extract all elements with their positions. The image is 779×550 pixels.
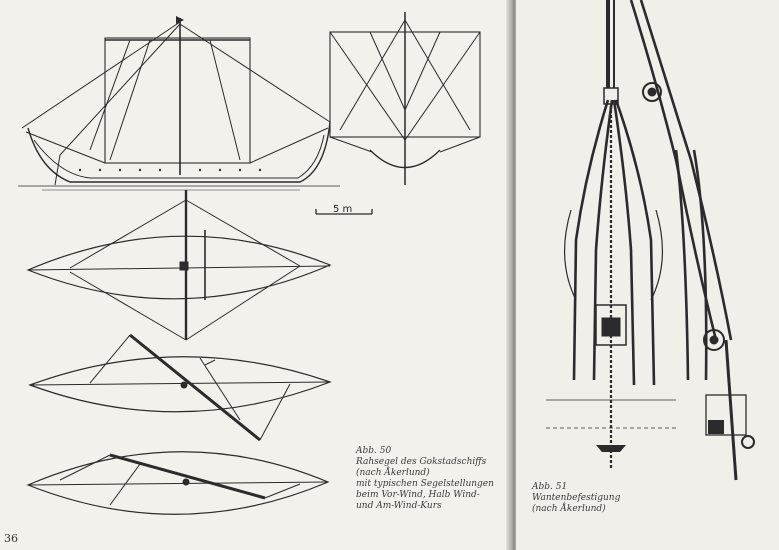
right-page bbox=[516, 0, 779, 550]
caption-line: (nach Åkerlund) bbox=[356, 468, 430, 478]
plan-view-beam-reach bbox=[30, 335, 330, 440]
ship-side-view bbox=[18, 16, 340, 190]
caption-line: Abb. 50 bbox=[356, 446, 392, 456]
plan-view-close-hauled bbox=[28, 452, 328, 515]
deck-lines bbox=[546, 400, 676, 428]
shroud-ropes-left bbox=[574, 100, 654, 385]
figure-caption-50 bbox=[356, 446, 494, 512]
caption-line: beim Vor-Wind, Halb Wind- bbox=[356, 490, 480, 500]
shroud-attachment-drawing bbox=[516, 0, 779, 550]
figure-caption-51 bbox=[532, 482, 620, 515]
plan-view-before-wind bbox=[28, 190, 330, 340]
scale-label: 5 m bbox=[333, 204, 353, 215]
caption-line: und Am-Wind-Kurs bbox=[356, 501, 442, 511]
mast-post bbox=[596, 0, 626, 470]
ship-front-view bbox=[330, 12, 480, 185]
fastening-bracket bbox=[706, 340, 754, 480]
caption-line: (nach Åkerlund) bbox=[532, 504, 606, 514]
caption-line: mit typischen Segelstellungen bbox=[356, 479, 494, 489]
caption-line: Rahsegel des Gokstadschiffs bbox=[356, 457, 487, 467]
shroud-ropes-right bbox=[631, 0, 731, 380]
caption-line: Abb. 51 bbox=[532, 482, 568, 492]
page-number: 36 bbox=[4, 532, 18, 545]
caption-line: Wantenbefestigung bbox=[532, 493, 621, 503]
